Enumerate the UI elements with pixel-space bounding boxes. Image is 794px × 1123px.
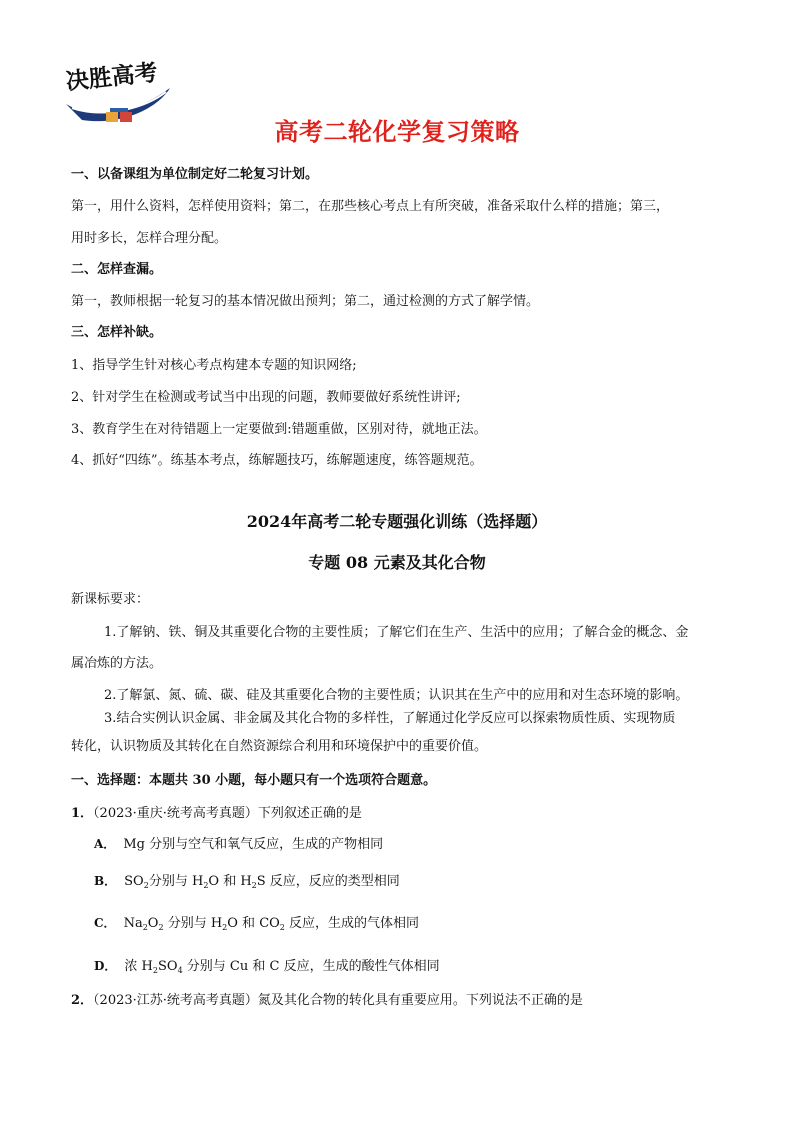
strategy-paragraph-1b: 用时多长，怎样合理分配。 — [71, 231, 228, 246]
option-letter: A． — [94, 837, 116, 851]
question-source: （2023·江苏·统考高考真题） — [93, 993, 258, 1008]
requirements-label: 新课标要求： — [71, 592, 150, 607]
page-title: 高考二轮化学复习策略 — [274, 118, 520, 146]
option-letter: D． — [94, 959, 117, 973]
option-text: Mg 分别与空气和氧气反应，生成的产物相同 — [123, 837, 384, 852]
option-a[interactable] — [94, 834, 383, 855]
option-c[interactable] — [94, 913, 419, 938]
exam-title: 2024年高考二轮专题强化训练（选择题） — [246, 512, 548, 531]
option-text: $Na_2O_2$ 分别与 $H_2O$ 和 $CO_2$ 反应，生成的气体相同 — [123, 916, 420, 932]
question-1 — [71, 804, 362, 824]
question-number: 1． — [71, 806, 94, 821]
requirement-3a: 3.结合实例认识金属、非金属及其化合物的多样性，了解通过化学反应可以探索物质性质、实现物质 — [104, 711, 676, 726]
question-source: （2023·重庆·统考高考真题） — [93, 806, 258, 821]
question-stem: 氮及其化合物的转化具有重要应用。下列说法不正确的是 — [257, 993, 583, 1008]
requirement-1a: 1.了解钠、铁、铜及其重要化合物的主要性质；了解它们在生产、生活中的应用；了解合金的概念、金 — [104, 625, 689, 640]
requirement-2: 2.了解氯、氮、硫、碳、硅及其重要化合物的主要性质；认识其在生产中的应用和对生态环境的影响。 — [104, 688, 689, 703]
option-b[interactable] — [94, 871, 400, 896]
option-text: 浓 $H_2SO_4$ 分别与 Cu 和 C 反应，生成的酸性气体相同 — [124, 959, 440, 975]
strategy-heading-3: 三、怎样补缺。 — [71, 325, 163, 340]
exam-subtitle: 专题 08 元素及其化合物 — [308, 553, 486, 572]
question-number: 2． — [71, 993, 94, 1008]
strategy-item: 2、针对学生在检测或考试当中出现的问题，教师要做好系统性讲评; — [71, 390, 461, 405]
option-letter: C． — [94, 916, 116, 930]
requirement-3b: 转化，认识物质及其转化在自然资源综合利用和环境保护中的重要价值。 — [71, 739, 488, 754]
question-stem: 下列叙述正确的是 — [257, 806, 362, 821]
logo-text: 决胜高考 — [64, 59, 159, 96]
strategy-heading-1: 一、以备课组为单位制定好二轮复习计划。 — [71, 167, 319, 182]
strategy-item: 3、教育学生在对待错题上一定要做到:错题重做，区别对待，就地正法。 — [71, 422, 487, 437]
strategy-item: 4、抓好“四练”。练基本考点，练解题技巧，练解题速度，练答题规范。 — [71, 453, 483, 468]
option-text: $SO_2$分别与 $H_2O$ 和 $H_2S$ 反应，反应的类型相同 — [124, 874, 400, 890]
strategy-heading-2: 二、怎样查漏。 — [71, 262, 163, 277]
strategy-paragraph-1a: 第一，用什么资料，怎样使用资料；第二，在那些核心考点上有所突破，准备采取什么样的措施；第三， — [71, 199, 670, 214]
option-d[interactable] — [94, 956, 440, 981]
option-letter: B． — [94, 874, 117, 888]
strategy-paragraph-2: 第一，教师根据一轮复习的基本情况做出预判；第二，通过检测的方式了解学情。 — [71, 294, 540, 309]
requirement-1b: 属冶炼的方法。 — [71, 656, 163, 671]
section-heading: 一、选择题：本题共 30 小题，每小题只有一个选项符合题意。 — [71, 773, 437, 788]
strategy-item: 1、指导学生针对核心考点构建本专题的知识网络; — [71, 358, 357, 373]
question-2 — [71, 991, 583, 1011]
